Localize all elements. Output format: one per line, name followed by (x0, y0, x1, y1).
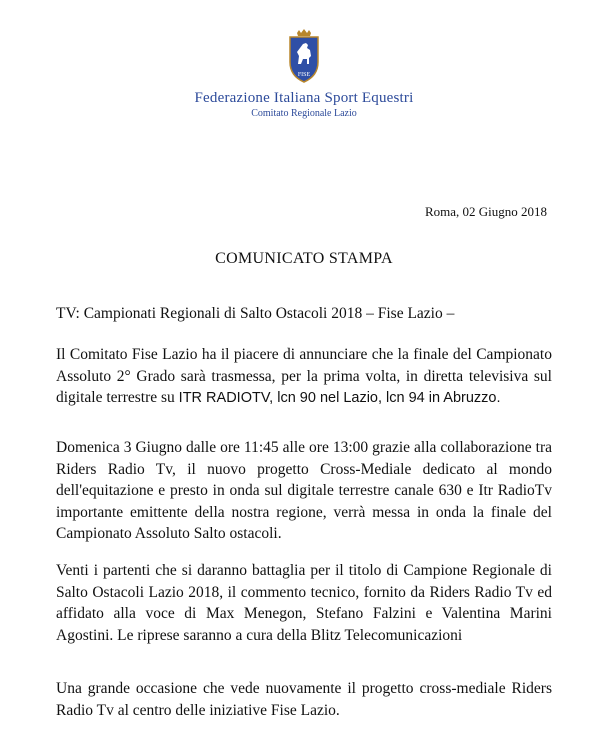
paragraph-1 (56, 344, 552, 410)
document-date: Roma, 02 Giugno 2018 (424, 204, 547, 219)
paragraph-1-broadcast: ITR RADIOTV, lcn 90 nel Lazio, lcn 94 in Abruzzo. (178, 390, 501, 406)
paragraph-3: Venti i partenti che si daranno battaglia per il titolo di Campione Regionale di Salto Ostacoli Lazio 2018, il commento tecnico, fornito da Riders Radio Tv ed affidato alla voce di Max Menegon, Stefano Falzini e Valentina Marini Agostini. Le riprese saranno a cura della Blitz Telecomunicazioni (56, 562, 552, 644)
org-subtitle: Comitato Regionale Lazio (251, 108, 357, 119)
letterhead (0, 28, 608, 119)
org-name: Federazione Italiana Sport Equestri (194, 90, 414, 106)
crest-text: FISE (297, 72, 311, 78)
paragraph-1-text: Il Comitato Fise Lazio ha il piacere di annunciare che la finale del Campionato Assoluto 2° Grado sarà trasmessa, per la prima volta, in diretta televisiva sul digitale terrestre su (56, 346, 552, 406)
fise-crest-icon (284, 28, 324, 84)
document-title: COMUNICATO STAMPA (215, 250, 393, 267)
paragraph-4: Una grande occasione che vede nuovamente il progetto cross-mediale Riders Radio Tv al centro delle iniziative Fise Lazio. (56, 680, 552, 719)
document-subject: TV: Campionati Regionali di Salto Ostacoli 2018 – Fise Lazio – (56, 305, 455, 322)
paragraph-2: Domenica 3 Giugno dalle ore 11:45 alle ore 13:00 grazie alla collaborazione tra Riders Radio Tv, il nuovo progetto Cross-Mediale dedicato al mondo dell'equitazione e presto in onda sul digitale terrestre canale 630 e Itr RadioTv importante emittente della nostra regione, verrà messa in onda la finale del Campionato Assoluto Salto ostacoli. (56, 439, 552, 542)
